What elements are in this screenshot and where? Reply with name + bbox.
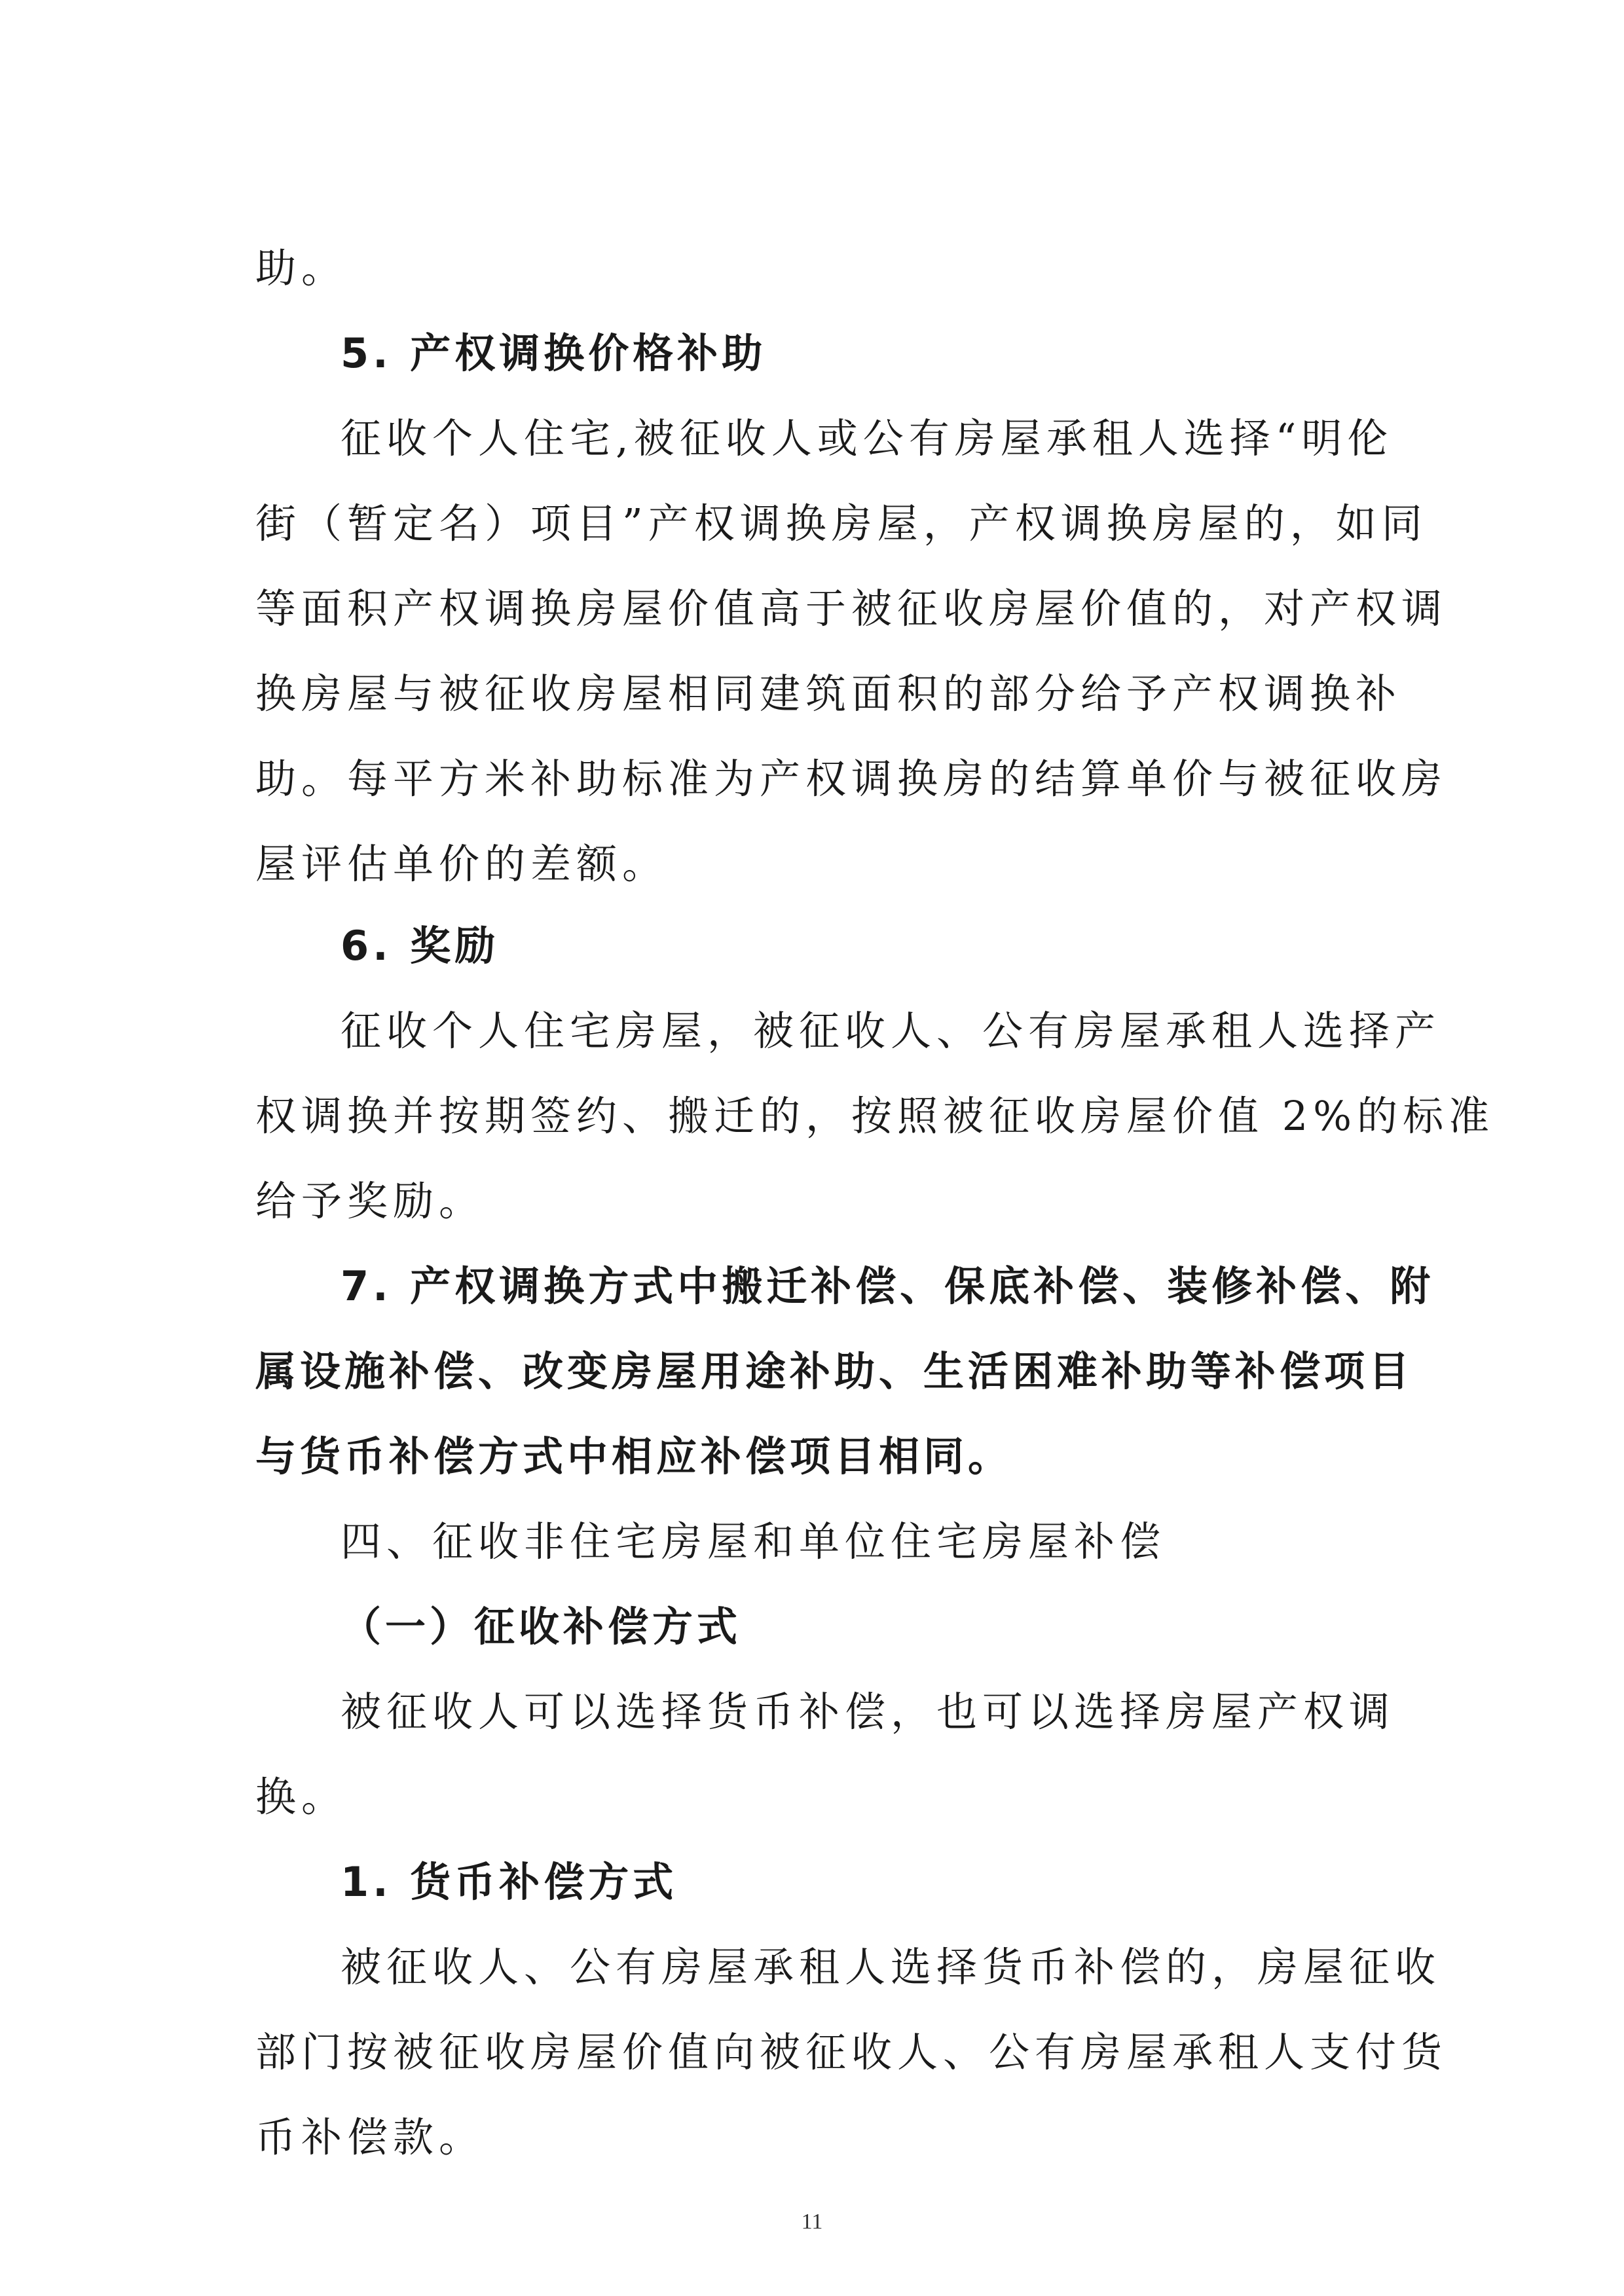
text-line: 被征收人可以选择货币补偿，也可以选择房屋产权调 (341, 1688, 1395, 1736)
text-line: 等面积产权调换房屋价值高于被征收房屋价值的，对产权调 (255, 585, 1448, 632)
page-number: 11 (801, 2210, 823, 2234)
bold-paragraph-line: 7. 产权调换方式中搬迁补偿、保底补偿、装修补偿、附 (341, 1262, 1435, 1310)
text-line: 街（暂定名）项目”产权调换房屋，产权调换房屋的，如同 (255, 500, 1428, 547)
text-line: 权调换并按期签约、搬迁的，按照被征收房屋价值 2%的标准 (255, 1092, 1495, 1140)
section-heading: 5. 产权调换价格补助 (341, 329, 767, 377)
text-line: 部门按被征收房屋价值向被征收人、公有房屋承租人支付货 (255, 2028, 1448, 2076)
text-line: 换。 (255, 1773, 348, 1821)
text-line: 换房屋与被征收房屋相同建筑面积的部分给予产权调换补 (255, 670, 1402, 718)
section-heading: 6. 奖励 (341, 922, 500, 970)
text-line: 币补偿款。 (255, 2113, 485, 2161)
text-line: 屋评估单价的差额。 (255, 840, 669, 888)
section-heading: 1. 货币补偿方式 (341, 1858, 678, 1906)
text-line: 征收个人住宅,被征收人或公有房屋承租人选择“明伦 (341, 414, 1393, 462)
text-line: 被征收人、公有房屋承租人选择货币补偿的，房屋征收 (341, 1943, 1441, 1991)
subsection-heading: （一）征收补偿方式 (341, 1603, 742, 1650)
chapter-heading: 四、征收非住宅房屋和单位住宅房屋补偿 (341, 1518, 1166, 1565)
text-line: 征收个人住宅房屋，被征收人、公有房屋承租人选择产 (341, 1007, 1441, 1055)
bold-paragraph-line: 属设施补偿、改变房屋用途补助、生活困难补助等补偿项目 (255, 1347, 1414, 1395)
text-line: 给予奖励。 (255, 1177, 485, 1225)
bold-paragraph-line: 与货币补偿方式中相应补偿项目相同。 (255, 1432, 1013, 1480)
text-line: 助。 (255, 244, 348, 292)
text-line: 助。每平方米补助标准为产权调换房的结算单价与被征收房 (255, 755, 1448, 803)
